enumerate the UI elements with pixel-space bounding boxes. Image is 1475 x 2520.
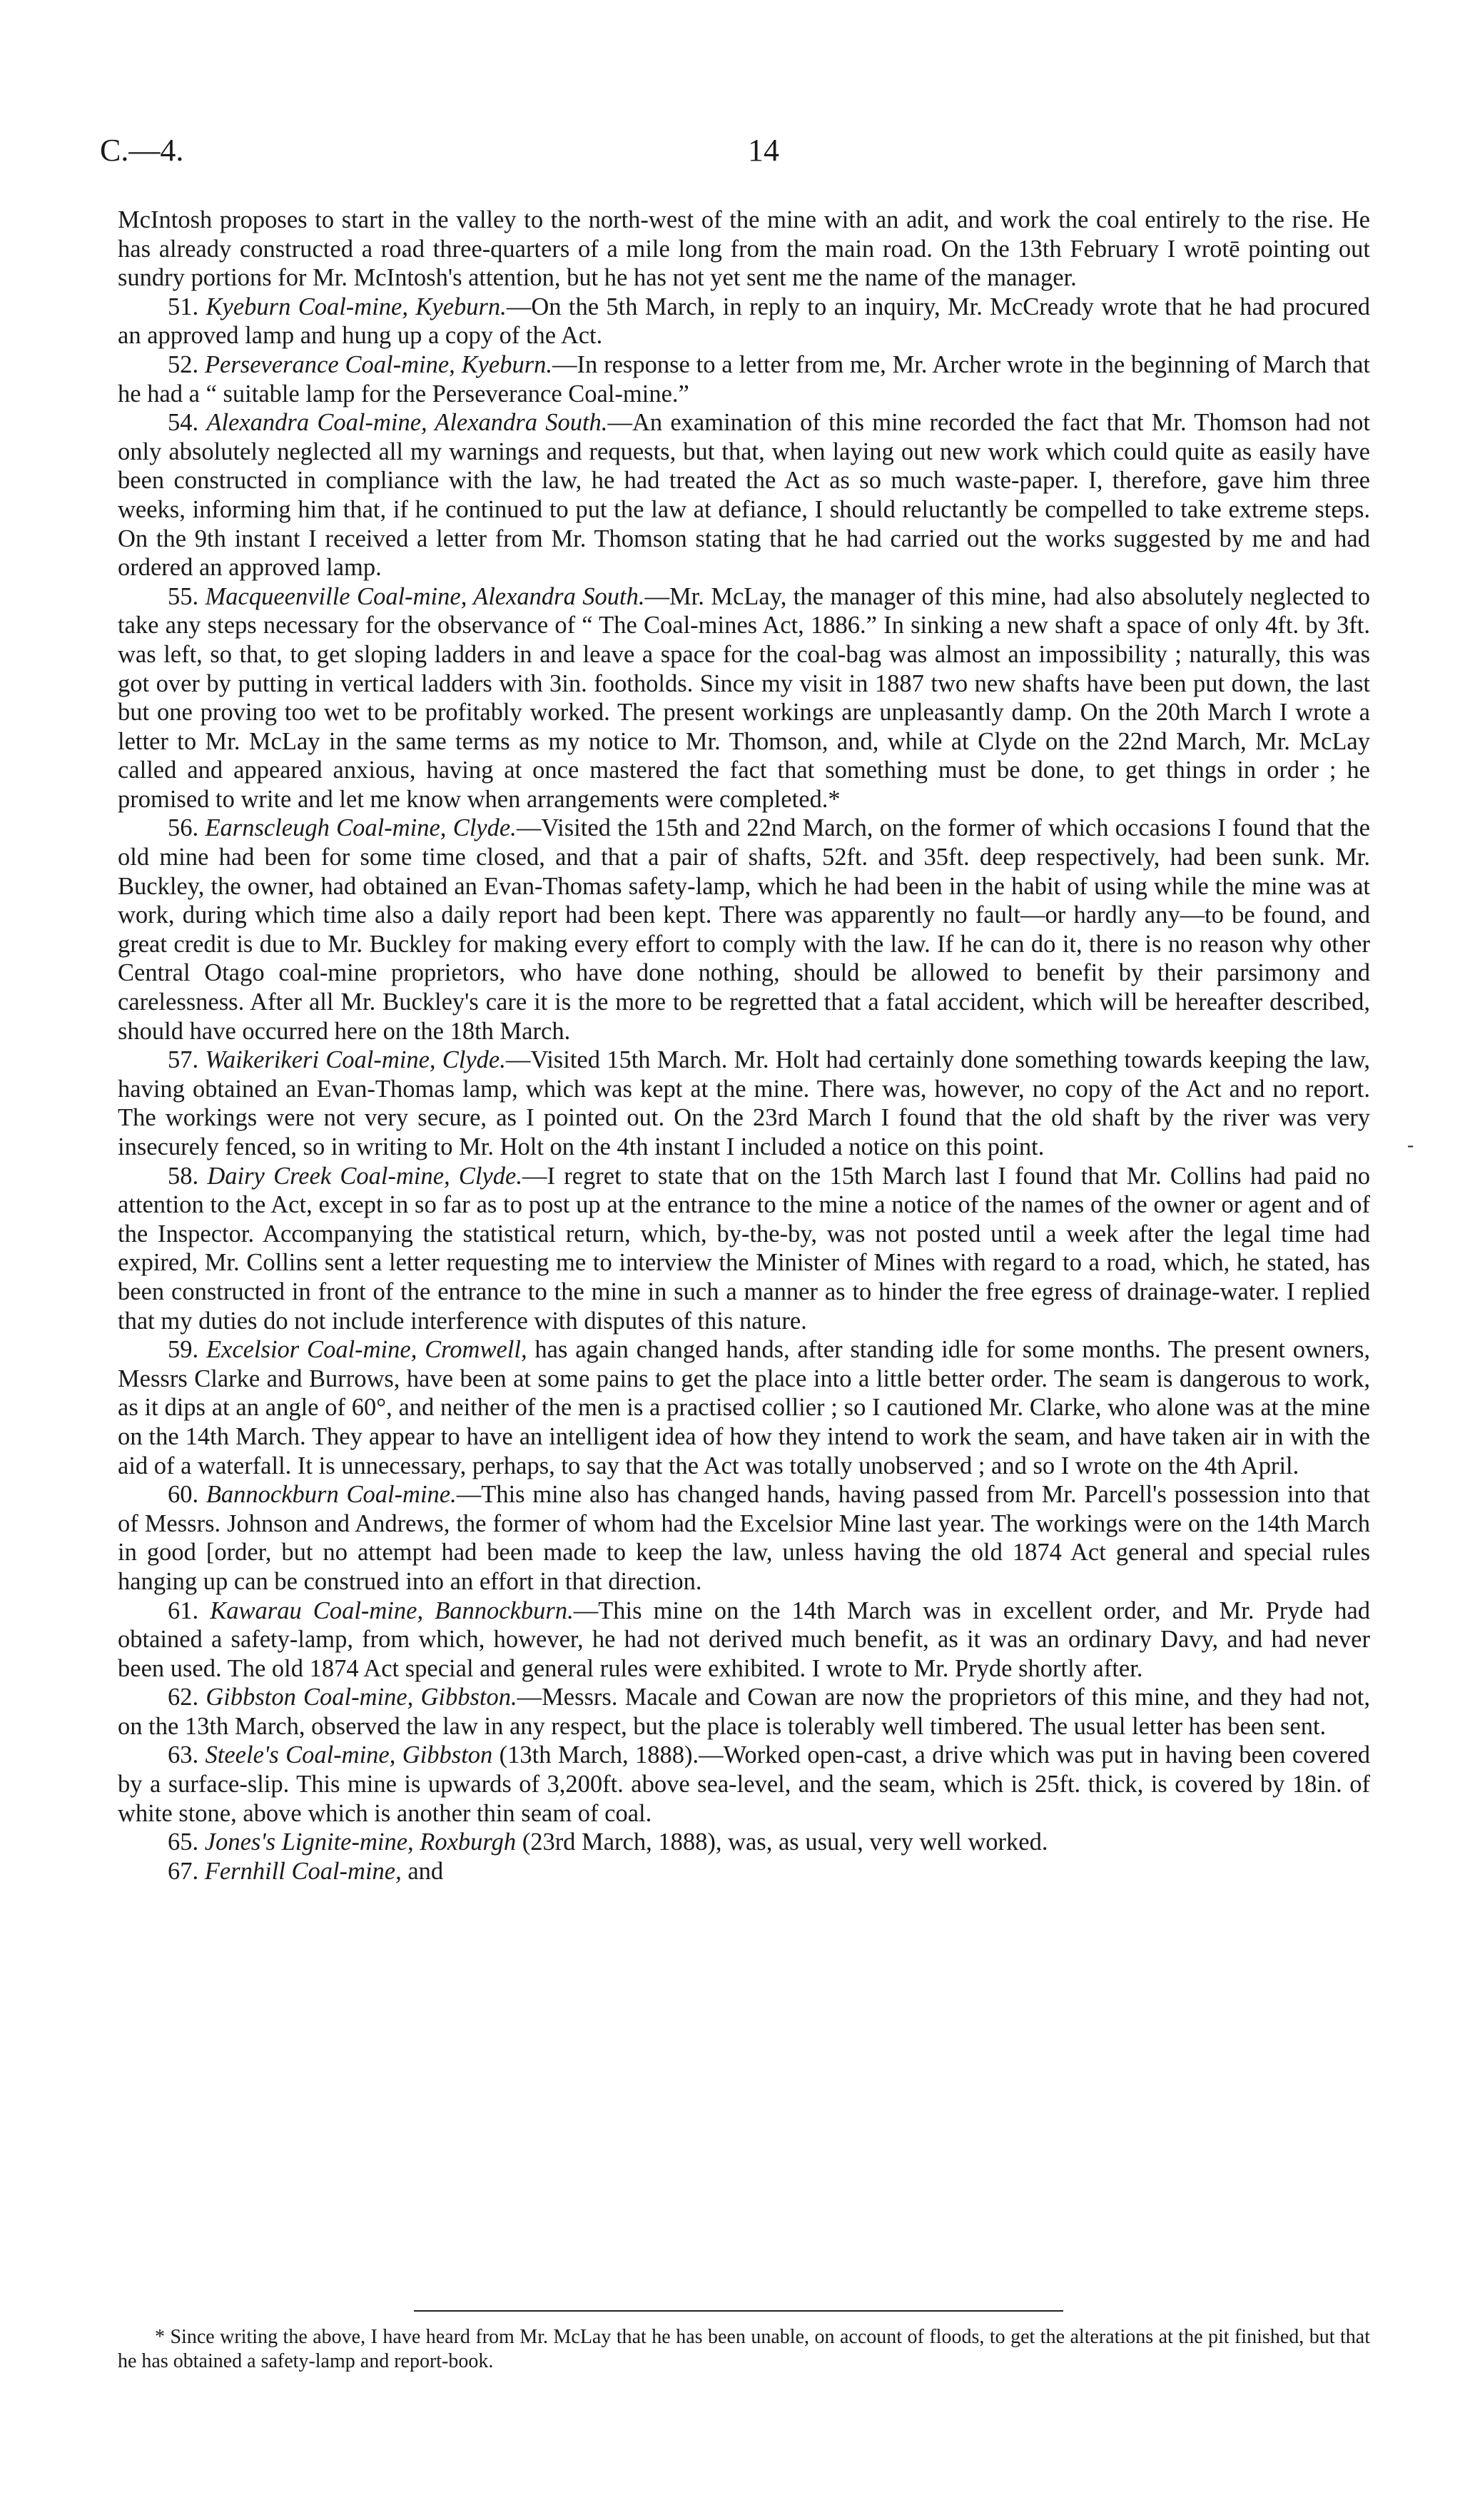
mine-title: Jones's Lignite-mine, Roxburgh [204,1828,517,1856]
paragraph-p61 [118,1596,1370,1684]
paragraph-number: 57. [168,1046,206,1074]
paragraph-p57 [118,1046,1370,1161]
document-reference: C.—4. [100,133,184,168]
mine-title: Earnscleugh Coal-mine, Clyde. [205,814,517,842]
paragraph-text: —Mr. McLay, the manager of this mine, had also absolutely neglected to take any steps necessary for the observance of “ The Coal-mines Act, 1886.” In sinking a new shaft a space of only 4ft. by 3ft. was left, so that, to get sloping ladders in and leave a space for the coal-bag was almost an impossibility ; naturally, this was got over by putting in vertical ladders with 3in. footholds. Since my visit in 1887 two new shafts have been put down, the last but one proving too wet to be profitably worked. The present workings are unpleasantly damp. On the 20th March I wrote a letter to Mr. McLay in the same terms as my notice to Mr. Thomson, and, while at Clyde on the 22nd March, Mr. McLay called and appeared anxious, having at once mastered the fact that something must be done, to get things in order ; he promised to write and let me know when arrangements were completed.* [118,582,1370,813]
paragraph-number: 62. [168,1684,206,1711]
paragraph-number: 65. [168,1828,205,1856]
paragraph-text: McIntosh proposes to start in the valley to the north-west of the mine with an adit, and work the coal entirely to the rise. He has already constructed a road three-quarters of a mile long from the main road. On the 13th February I wrotē pointing out sundry portions for Mr. McIntosh's attention, but he has not yet sent me the name of the manager. [118,206,1370,292]
paragraph-text: —This mine also has changed hands, having passed from Mr. Parcell's possession into that of Messrs. Johnson and Andrews, the former of whom had the Excelsior Mine last year. The workings were on the 14th March in good [order, but no attempt had been made to keep the law, unless having the old 1874 Act general and special rules hanging up can be construed into an effort in that direction. [118,1481,1370,1595]
paragraph-p55 [118,582,1370,814]
paragraph-number: 67. [168,1857,205,1885]
footnote: * Since writing the above, I have heard from Mr. McLay that he has been unable, on account of floods, to get the alterations at the pit finished, but that he has obtained a safety-lamp and report-book. [118,2326,1370,2372]
paragraph-text: —This mine on the 14th March was in excellent order, and Mr. Pryde had obtained a safety-lamp, from which, however, he had not derived much benefit, as it was an ordinary Davy, and had never been used. The old 1874 Act special and general rules were exhibited. I wrote to Mr. Pryde shortly after. [118,1596,1371,1682]
mine-title: Bannockburn Coal-mine. [206,1481,457,1509]
mine-title: Macqueenville Coal-mine, Alexandra South. [205,582,645,610]
mine-title: Excelsior Coal-mine, Cromwell, [206,1336,527,1364]
paragraph-text: has again changed hands, after standing idle for some months. The present owners, Messrs Clarke and Burrows, have been at some pains to get the place into a little better order. The seam is dangerous to work, as it dips at an angle of 60°, and neither of the men is a practised collier ; so I cautioned Mr. Clarke, who alone was at the mine on the 14th March. They appear to have an intelligent idea of how they intend to work the seam, and have taken air in with the aid of a waterfall. It is unnecessary, perhaps, to say that the Act was totally unobserved ; and so I wrote on the 4th April. [118,1336,1371,1479]
mine-title: Fernhill Coal-mine, [204,1857,402,1885]
paragraph-p67 [118,1857,1370,1886]
mine-title: Kawarau Coal-mine, Bannockburn. [210,1596,574,1624]
paragraph-number: 54. [168,409,207,437]
paragraph-text: (23rd March, 1888), was, as usual, very well worked. [516,1828,1048,1856]
paragraph-p56 [118,814,1370,1046]
paragraph-p65 [118,1828,1370,1857]
paragraph-p59 [118,1335,1370,1480]
paragraph-number: 61. [168,1596,211,1624]
paragraph-number: 56. [168,814,206,842]
mine-title: Kyeburn Coal-mine, Kyeburn. [206,293,507,320]
page-number: 14 [748,133,779,168]
paragraph-number: 51. [168,293,206,320]
footnote-rule [414,2310,1063,2312]
mine-title: Steele's Coal-mine, Gibbston [205,1741,493,1769]
paragraph-text: —Visited the 15th and 22nd March, on the former of which occasions I found that the old mine had been for some time closed, and that a pair of shafts, 52ft. and 35ft. deep respectively, had been sunk. Mr. Buckley, the owner, had obtained an Evan-Thomas safety-lamp, which he had been in the habit of using while the mine was at work, during which time also a daily report had been kept. There was apparently no fault—or hardly any—to be found, and great credit is due to Mr. Buckley for making every effort to comply with the law. If he can do it, there is no reason why other Central Otago coal-mine proprietors, who have done nothing, should be allowed to benefit by their parsimony and carelessness. After all Mr. Buckley's care it is the more to be regretted that a fatal accident, which will be hereafter described, should have occurred here on the 18th March. [118,814,1370,1045]
paragraph-text: —Messrs. Macale and Cowan are now the proprietors of this mine, and they had not, on the 13th March, observed the law in any respect, but the place is tolerably well timbered. The usual letter has been sent. [118,1684,1371,1740]
paragraph-number: 59. [168,1336,206,1364]
paragraph-p54 [118,408,1370,582]
paragraph-number: 58. [168,1162,208,1190]
mine-title: Waikerikeri Coal-mine, Clyde. [205,1046,506,1074]
mine-title: Alexandra Coal-mine, Alexandra South. [206,409,608,437]
paragraph-p62 [118,1683,1370,1741]
page-header [100,132,1377,175]
paragraph-p-cont [118,206,1370,293]
paragraph-text: —An examination of this mine recorded the fact that Mr. Thomson had not only absolutely neglected all my warnings and requests, but that, when laying out new work which could quite as easily have been constructed in compliance with the law, he had treated the Act as so much waste-paper. I, therefore, gave him three weeks, informing him that, if he continued to put the law at defiance, I should reluctantly be compelled to take extreme steps. On the 9th instant I received a letter from Mr. Thomson stating that he had carried out the works suggested by me and had ordered an approved lamp. [118,409,1371,582]
mine-title: Gibbston Coal-mine, Gibbston. [206,1684,517,1711]
paragraph-p52 [118,350,1370,408]
paragraph-p63 [118,1741,1370,1828]
paragraph-p51 [118,293,1370,350]
paragraph-number: 52. [168,350,205,378]
paragraph-p60 [118,1480,1370,1596]
paragraph-number: 63. [168,1741,206,1769]
margin-mark: - [1407,1134,1414,1156]
paragraph-number: 60. [168,1481,206,1509]
paragraph-text: —Visited 15th March. Mr. Holt had certainly done something towards keeping the law, having obtained an Evan-Thomas lamp, which was kept at the mine. There was, however, no copy of the Act and no report. The workings were not very secure, as I pointed out. On the 23rd March I found that the old shaft by the river was very insecurely fenced, so in writing to Mr. Holt on the 4th instant I included a notice on this point. [118,1046,1370,1160]
paragraph-text: —On the 5th March, in reply to an inquiry, Mr. McCready wrote that he had procured an approved lamp and hung up a copy of the Act. [118,293,1371,350]
paragraph-text: (13th March, 1888).—Worked open-cast, a drive which was put in having been covered by a surface-slip. This mine is upwards of 3,200ft. above sea-level, and the seam, which is 25ft. thick, is covered by 18in. of white stone, above which is another thin seam of coal. [118,1741,1371,1827]
paragraph-text: —I regret to state that on the 15th March last I found that Mr. Collins had paid no attention to the Act, except in so far as to post up at the entrance to the mine a notice of the names of the owner or agent and of the Inspector. Accompanying the statistical return, which, by-the-by, was not posted until a week after the legal time had expired, Mr. Collins sent a letter requesting me to interview the Minister of Mines with regard to a road, which, he stated, has been constructed in front of the entrance to the mine in such a manner as to hinder the free egress of drainage-water. I replied that my duties do not include interference with disputes of this nature. [118,1162,1370,1335]
body-text [118,206,1370,1886]
paragraph-number: 55. [168,582,206,610]
paragraph-p58 [118,1162,1370,1336]
paragraph-text: and [401,1857,444,1885]
mine-title: Dairy Creek Coal-mine, Clyde. [207,1162,522,1190]
mine-title: Perseverance Coal-mine, Kyeburn. [204,350,553,378]
paragraph-text: —In response to a letter from me, Mr. Archer wrote in the beginning of March that he had a “ suitable lamp for the Perseverance Coal-mine.” [118,350,1370,408]
